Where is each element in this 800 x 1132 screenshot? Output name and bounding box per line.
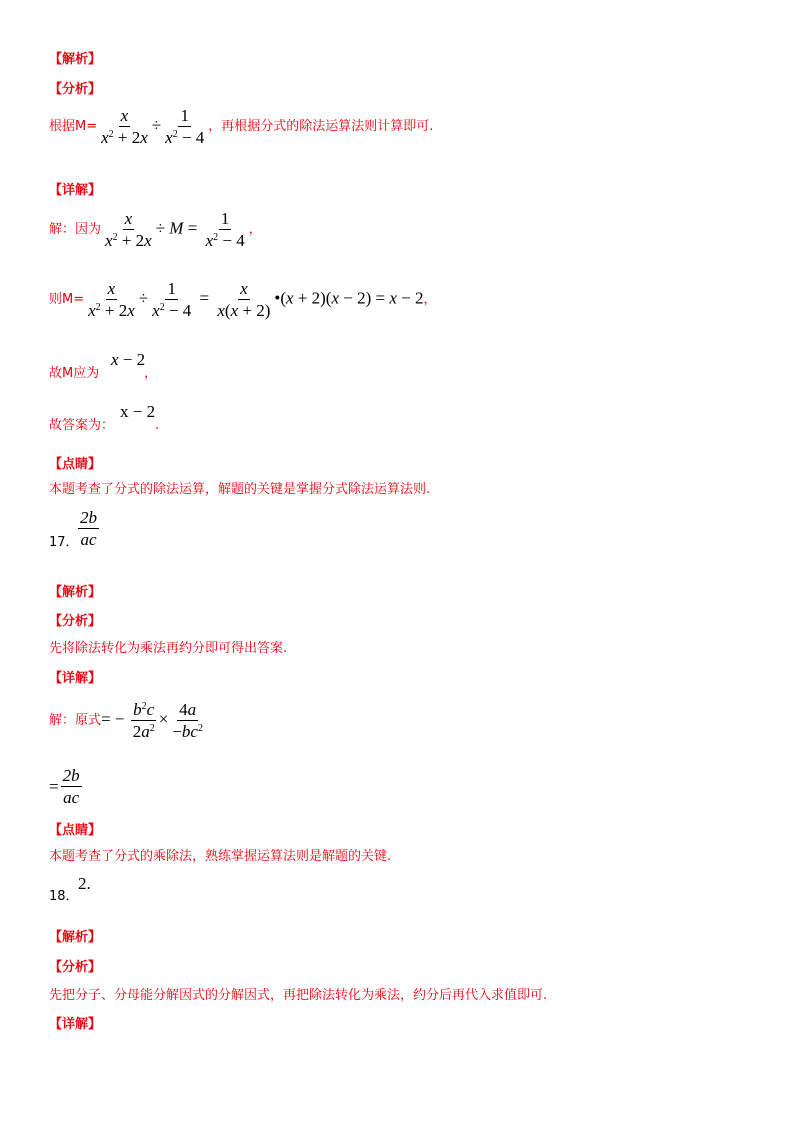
solution-line-16 xyxy=(49,209,262,250)
analysis-18: 先把分子、分母能分解因式的分解因式，再把除法转化为乘法，约分后再代入求值即可. xyxy=(49,988,548,1003)
tag-jiexi-18: 【解析】 xyxy=(49,930,102,945)
analysis-formula: $\frac{x}{x^2 + 2x}$ ÷ $\frac{1}{x^2 - 4}$ xyxy=(101,106,205,147)
then-line-16 xyxy=(49,279,437,320)
analysis-line-16 xyxy=(49,106,433,147)
analysis-suffix: ，再根据分式的除法运算法则计算即可. xyxy=(208,118,434,134)
solution-formula: $\frac{x}{x^2 + 2x}$ ÷ M = $\frac{1}{x^2 - 4}$ xyxy=(105,209,245,250)
then-formula: $\frac{x}{x^2 + 2x}$ ÷ $\frac{1}{x^2 - 4}$ = $\frac{x}{x(x + 2)}$ •(x + 2)(x − 2) = x − 2 xyxy=(88,279,424,320)
answer-period-16: . xyxy=(155,418,160,433)
answer-17-denominator: ac xyxy=(80,530,97,549)
so-value: x − 2 xyxy=(111,350,146,369)
tag-fenxi-16: 【分析】 xyxy=(49,82,102,97)
solution-comma: ， xyxy=(248,221,262,237)
question-number-18: 18． xyxy=(49,889,79,904)
solution-formula-17: = − $\frac{b^2c}{2a^2}$ × $\frac{4a}{-bc^2}$ xyxy=(101,700,203,741)
tag-fenxi-17: 【分析】 xyxy=(49,614,102,629)
tag-dianjing-16: 【点睛】 xyxy=(49,457,102,472)
answer-value-16: x − 2 xyxy=(120,402,156,421)
answer-18: 2. xyxy=(78,874,91,893)
tag-jiexi-16: 【解析】 xyxy=(49,52,102,67)
answer-prefix-16: 故答案为： xyxy=(49,418,115,433)
solution-prefix-17: 解：原式 xyxy=(49,712,102,728)
then-comma: ， xyxy=(423,291,437,307)
tag-xiangjie-17: 【详解】 xyxy=(49,671,102,686)
answer-17 xyxy=(76,508,101,549)
tag-fenxi-18: 【分析】 xyxy=(49,960,102,975)
solution-prefix: 解：因为 xyxy=(49,221,102,237)
analysis-17: 先将除法转化为乘法再约分即可得出答案. xyxy=(49,641,288,656)
tag-jiexi-17: 【解析】 xyxy=(49,585,102,600)
then-prefix: 则M= xyxy=(49,291,85,307)
question-number-17: 17． xyxy=(49,535,79,550)
tag-xiangjie-16: 【详解】 xyxy=(49,183,102,198)
so-comma: ， xyxy=(144,366,158,381)
tag-dianjing-17: 【点睛】 xyxy=(49,823,102,838)
solution-line-17 xyxy=(49,700,207,741)
comment-17: 本题考查了分式的乘除法，熟练掌握运算法则是解题的关键. xyxy=(49,849,392,864)
analysis-prefix: 根据M= xyxy=(49,118,98,134)
tag-xiangjie-18: 【详解】 xyxy=(49,1017,102,1032)
answer-17-numerator: 2b xyxy=(80,508,97,527)
comment-16: 本题考查了分式的除法运算，解题的关键是掌握分式除法运算法则. xyxy=(49,482,431,497)
so-prefix: 故M应为 xyxy=(49,366,100,381)
result-line-17: = $\frac{2b}{ac}$ xyxy=(49,766,80,807)
